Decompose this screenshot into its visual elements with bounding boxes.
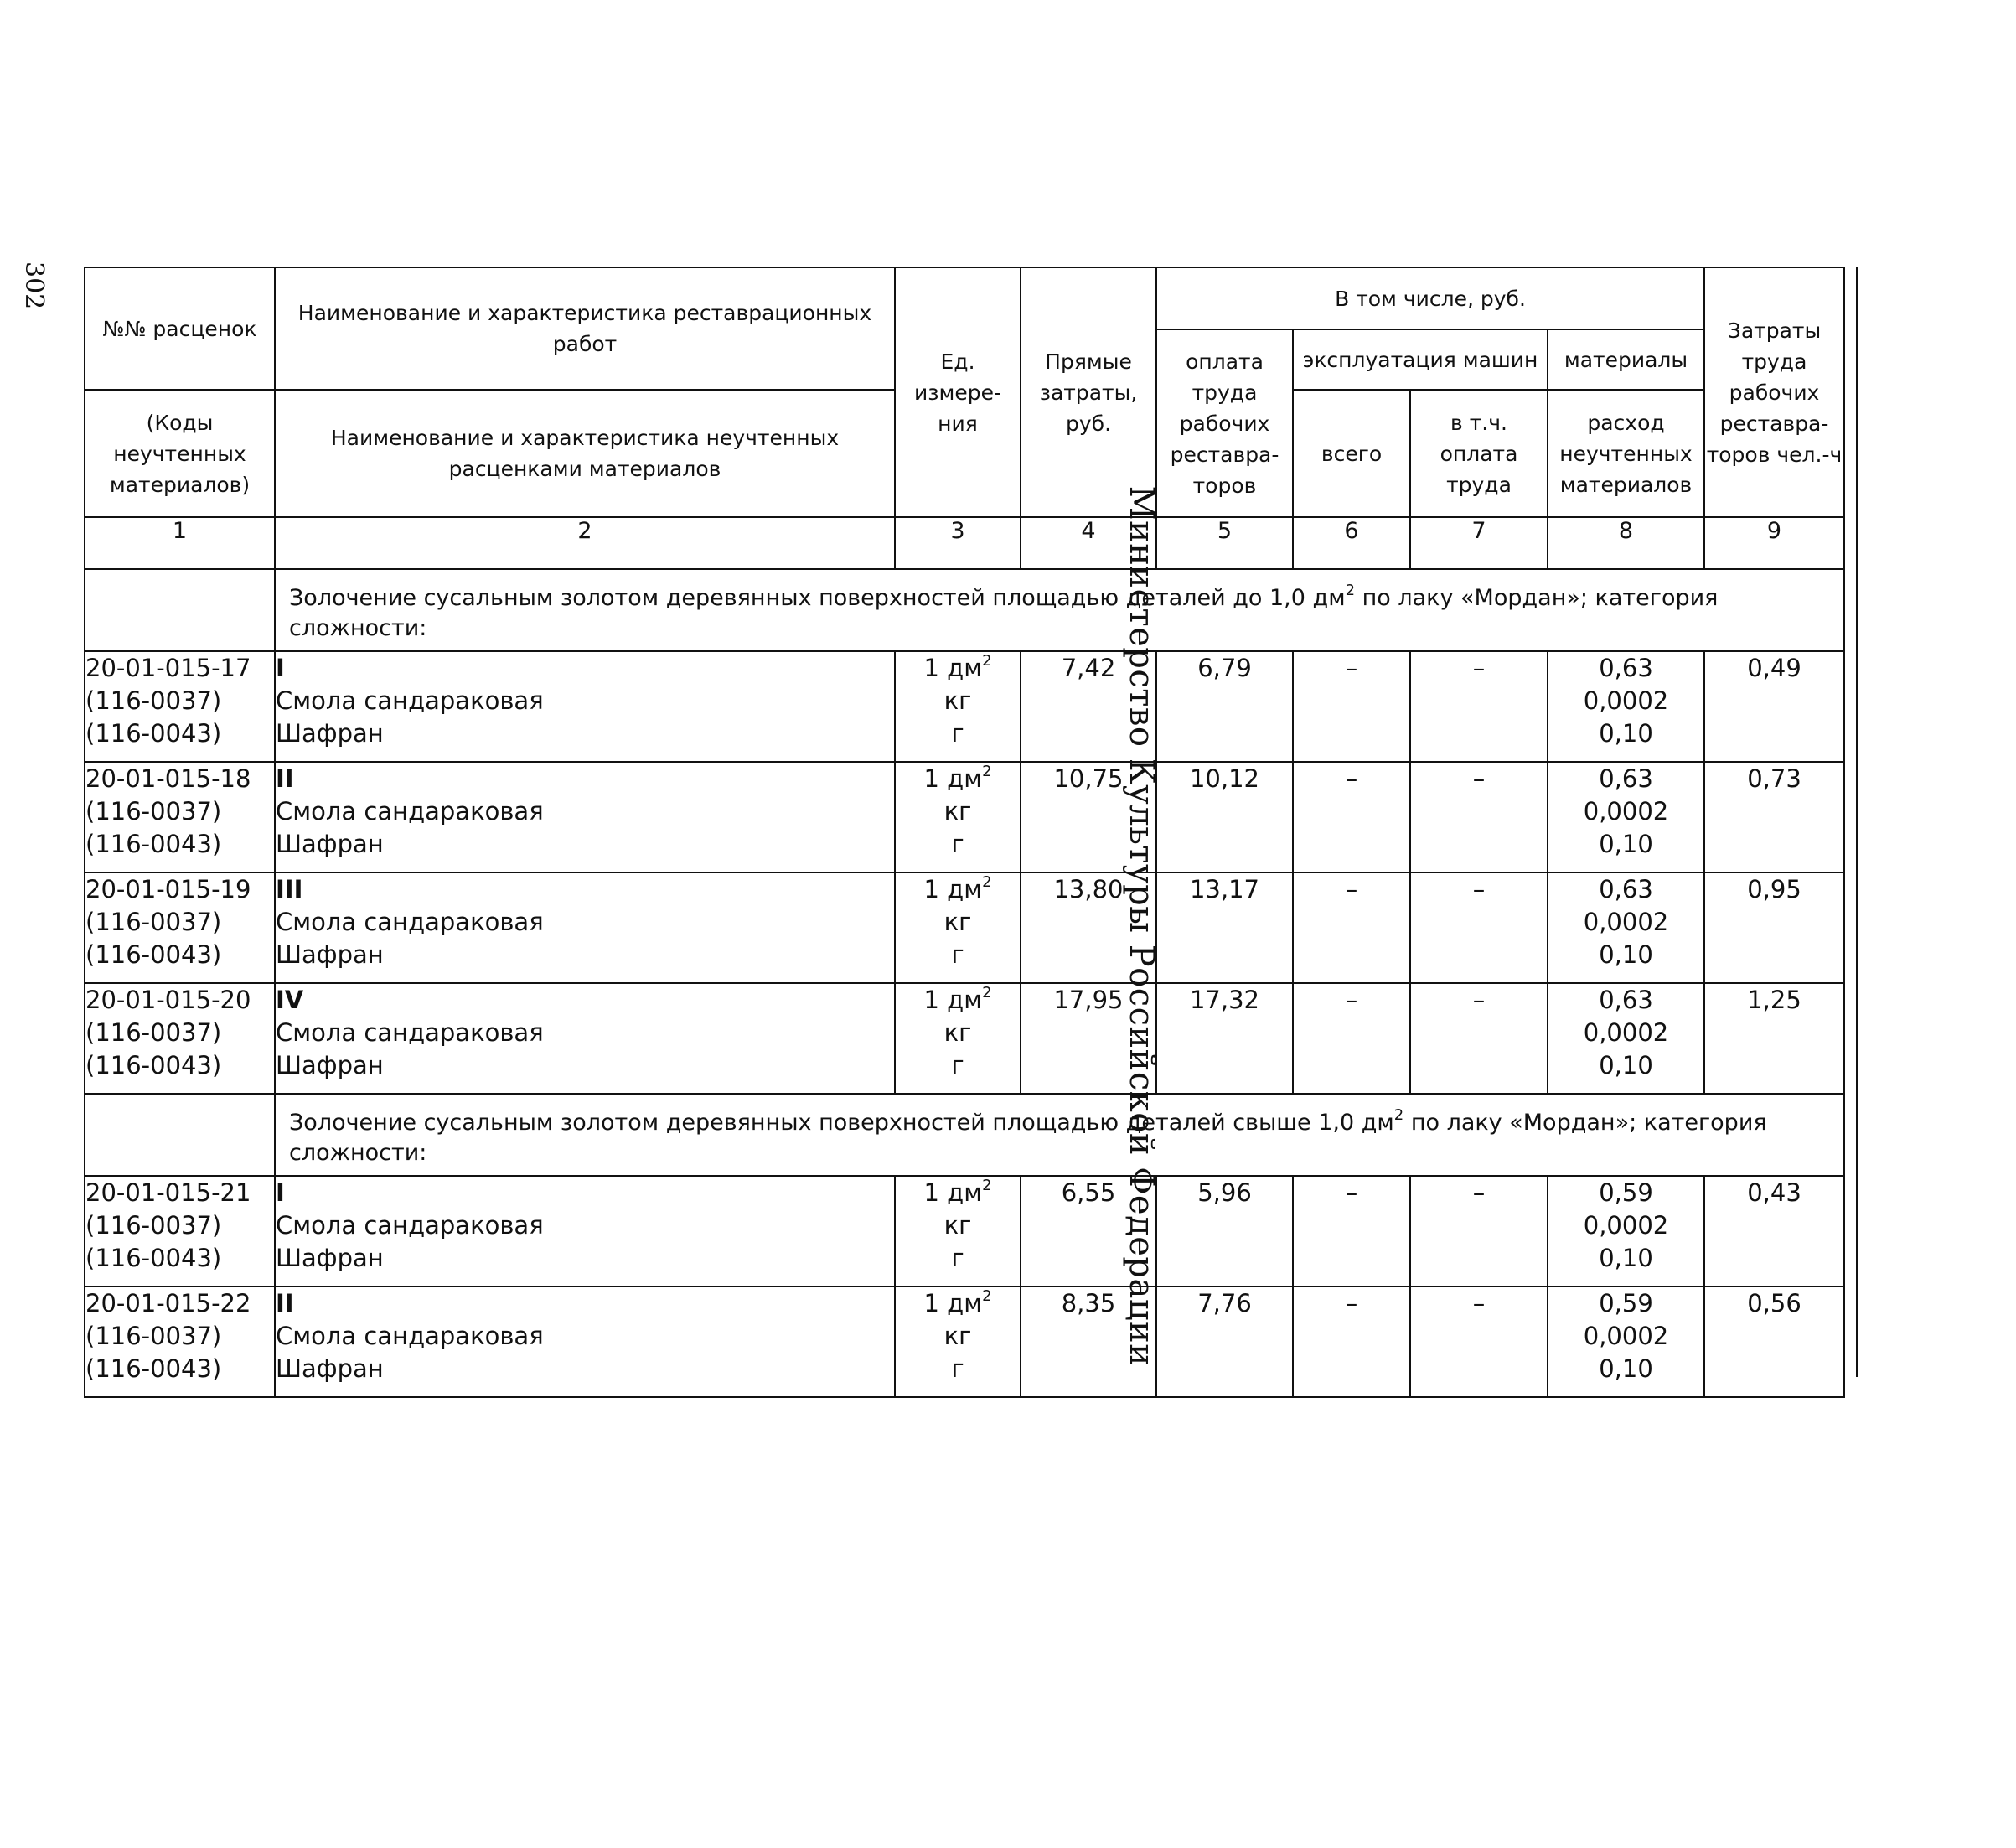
- table-row: [85, 1176, 1844, 1286]
- machines-total: –: [1345, 1178, 1358, 1207]
- header-material-names: Наименование и характеристика неучтенных расценками материалов: [275, 390, 895, 517]
- material-name: Смола сандараковая: [276, 1211, 544, 1240]
- column-number: 9: [1704, 517, 1844, 569]
- column-number: 6: [1293, 517, 1410, 569]
- unit: [896, 652, 1020, 685]
- rate-code-cell: [85, 651, 275, 762]
- rate-code: 20-01-015-22: [85, 1289, 251, 1317]
- materials-cell: [1548, 872, 1704, 983]
- labor-pay-cell: [1156, 983, 1293, 1094]
- material-code: (116-0043): [85, 1051, 222, 1079]
- material-code: (116-0043): [85, 1244, 222, 1272]
- material-code: (116-0037): [85, 1211, 222, 1240]
- material-unit: г: [951, 719, 964, 748]
- material-name: Шафран: [276, 940, 384, 969]
- materials-cost: 0,63: [1599, 764, 1653, 793]
- material-name: Шафран: [276, 1244, 384, 1272]
- section-title-text: Золочение сусальным золотом деревянных поверхностей площадью деталей до 1,0 дм: [289, 585, 1346, 611]
- material-unit: г: [951, 1354, 964, 1383]
- rate-code: 20-01-015-19: [85, 875, 251, 903]
- material-unit: г: [951, 1244, 964, 1272]
- labor-hours: 0,49: [1747, 654, 1801, 682]
- material-quantity: 0,10: [1599, 1354, 1653, 1383]
- machines-total: –: [1345, 654, 1358, 682]
- unit-superscript: 2: [982, 763, 992, 781]
- work-name-cell: [275, 762, 895, 872]
- labor-pay: 13,17: [1189, 875, 1260, 903]
- materials-cost: 0,59: [1599, 1178, 1653, 1207]
- machines-total-cell: [1293, 983, 1410, 1094]
- section-title-text-end: по лаку «Мордан»; категория сложности:: [289, 1110, 1767, 1166]
- labor-pay-cell: [1156, 1176, 1293, 1286]
- work-name-cell: [275, 1176, 895, 1286]
- machines-labor-cell: [1410, 762, 1548, 872]
- material-unit: г: [951, 1051, 964, 1079]
- unit-cell: [895, 651, 1021, 762]
- material-name: Смола сандараковая: [276, 686, 544, 715]
- rate-code-cell: [85, 762, 275, 872]
- machines-labor: –: [1472, 654, 1486, 682]
- machines-total-cell: [1293, 1176, 1410, 1286]
- header-labor-hours: Затраты труда рабочих реставра-торов чел.-ч: [1704, 267, 1844, 517]
- unit-cell: [895, 1176, 1021, 1286]
- material-quantity: 0,10: [1599, 1051, 1653, 1079]
- unit-superscript: 2: [982, 652, 992, 670]
- direct-costs-cell: [1021, 651, 1156, 762]
- material-quantity: 0,0002: [1583, 797, 1669, 826]
- material-name: Шафран: [276, 830, 384, 858]
- unit-superscript: 2: [982, 1287, 992, 1306]
- materials-cell: [1548, 762, 1704, 872]
- header-materials: материалы: [1548, 329, 1704, 390]
- direct-costs: 13,80: [1053, 875, 1124, 903]
- column-number: 8: [1548, 517, 1704, 569]
- materials-cell: [1548, 1176, 1704, 1286]
- unit: [896, 984, 1020, 1017]
- unit-text: 1 дм: [923, 764, 983, 793]
- material-code: (116-0037): [85, 1322, 222, 1350]
- material-code: (116-0037): [85, 908, 222, 936]
- material-name: Шафран: [276, 1354, 384, 1383]
- materials-cost: 0,63: [1599, 986, 1653, 1014]
- labor-pay: 6,79: [1197, 654, 1252, 682]
- complexity-category: II: [276, 764, 294, 793]
- side-rule: [1856, 267, 1858, 1377]
- section-empty-cell: [85, 569, 275, 651]
- rate-code: 20-01-015-17: [85, 654, 251, 682]
- section-title-text-end: по лаку «Мордан»; категория сложности:: [289, 585, 1719, 641]
- table-row: [85, 1286, 1844, 1397]
- section-title: [275, 1094, 1844, 1176]
- material-quantity: 0,0002: [1583, 1018, 1669, 1047]
- machines-labor-cell: [1410, 651, 1548, 762]
- header-direct-costs: Прямые затраты, руб.: [1021, 267, 1156, 517]
- section-title-superscript: 2: [1393, 1106, 1404, 1124]
- unit-cell: [895, 762, 1021, 872]
- material-unit: г: [951, 830, 964, 858]
- machines-total-cell: [1293, 1286, 1410, 1397]
- labor-pay: 10,12: [1189, 764, 1260, 793]
- labor-hours-cell: [1704, 983, 1844, 1094]
- machines-labor: –: [1472, 875, 1486, 903]
- page-number: 302: [19, 261, 49, 310]
- column-number: 4: [1021, 517, 1156, 569]
- labor-pay-cell: [1156, 762, 1293, 872]
- unit-cell: [895, 872, 1021, 983]
- direct-costs-cell: [1021, 1176, 1156, 1286]
- material-code: (116-0037): [85, 797, 222, 826]
- labor-hours-cell: [1704, 872, 1844, 983]
- labor-hours: 0,43: [1747, 1178, 1801, 1207]
- labor-hours-cell: [1704, 1286, 1844, 1397]
- table-row: [85, 983, 1844, 1094]
- section-empty-cell: [85, 1094, 275, 1176]
- unit-text: 1 дм: [923, 1289, 983, 1317]
- materials-cost: 0,63: [1599, 654, 1653, 682]
- material-unit: кг: [943, 686, 972, 715]
- material-name: Смола сандараковая: [276, 797, 544, 826]
- machines-total-cell: [1293, 762, 1410, 872]
- machines-total: –: [1345, 764, 1358, 793]
- complexity-category: II: [276, 1289, 294, 1317]
- material-quantity: 0,10: [1599, 940, 1653, 969]
- machines-total-cell: [1293, 872, 1410, 983]
- unit-superscript: 2: [982, 1177, 992, 1195]
- rate-code: 20-01-015-20: [85, 986, 251, 1014]
- material-code: (116-0043): [85, 719, 222, 748]
- machines-labor-cell: [1410, 1176, 1548, 1286]
- unit-cell: [895, 1286, 1021, 1397]
- unit-text: 1 дм: [923, 986, 983, 1014]
- rate-code-cell: [85, 1176, 275, 1286]
- material-quantity: 0,0002: [1583, 908, 1669, 936]
- work-name-cell: [275, 1286, 895, 1397]
- material-name: Шафран: [276, 1051, 384, 1079]
- unit-text: 1 дм: [923, 654, 983, 682]
- column-number: 2: [275, 517, 895, 569]
- section-title-text: Золочение сусальным золотом деревянных поверхностей площадью деталей свыше 1,0 дм: [289, 1110, 1394, 1136]
- column-number: 7: [1410, 517, 1548, 569]
- rate-code-cell: [85, 983, 275, 1094]
- header-machines-total: всего: [1293, 390, 1410, 517]
- column-number-row: [85, 517, 1844, 569]
- material-name: Смола сандараковая: [276, 1322, 544, 1350]
- labor-pay-cell: [1156, 651, 1293, 762]
- table-row: [85, 872, 1844, 983]
- materials-cost: 0,63: [1599, 875, 1653, 903]
- material-quantity: 0,10: [1599, 719, 1653, 748]
- side-header: Министерство Культуры Российской Федерации: [1122, 485, 1160, 1367]
- material-code: (116-0043): [85, 830, 222, 858]
- rate-code-cell: [85, 872, 275, 983]
- direct-costs-cell: [1021, 872, 1156, 983]
- material-quantity: 0,0002: [1583, 1211, 1669, 1240]
- labor-pay-cell: [1156, 872, 1293, 983]
- unit-text: 1 дм: [923, 875, 983, 903]
- material-name: Шафран: [276, 719, 384, 748]
- machines-total: –: [1345, 1289, 1358, 1317]
- header-labor-pay: оплата труда рабочих реставра-торов: [1156, 329, 1293, 517]
- direct-costs-cell: [1021, 1286, 1156, 1397]
- header-materials-consumption: расход неучтенных материалов: [1548, 390, 1704, 517]
- complexity-category: I: [276, 1178, 285, 1207]
- direct-costs: 17,95: [1053, 986, 1124, 1014]
- labor-hours-cell: [1704, 762, 1844, 872]
- material-unit: кг: [943, 1322, 972, 1350]
- machines-total: –: [1345, 986, 1358, 1014]
- material-quantity: 0,10: [1599, 830, 1653, 858]
- unit-cell: [895, 983, 1021, 1094]
- machines-total-cell: [1293, 651, 1410, 762]
- labor-pay-cell: [1156, 1286, 1293, 1397]
- unit: [896, 873, 1020, 906]
- machines-labor: –: [1472, 986, 1486, 1014]
- labor-hours: 1,25: [1747, 986, 1801, 1014]
- labor-pay: 7,76: [1197, 1289, 1252, 1317]
- complexity-category: IV: [276, 986, 304, 1014]
- direct-costs: 7,42: [1061, 654, 1116, 682]
- materials-cell: [1548, 1286, 1704, 1397]
- machines-labor: –: [1472, 1289, 1486, 1317]
- material-quantity: 0,0002: [1583, 1322, 1669, 1350]
- labor-hours: 0,56: [1747, 1289, 1801, 1317]
- rate-code: 20-01-015-21: [85, 1178, 251, 1207]
- labor-hours-cell: [1704, 1176, 1844, 1286]
- material-unit: кг: [943, 908, 972, 936]
- section-title-superscript: 2: [1345, 582, 1356, 599]
- labor-hours: 0,73: [1747, 764, 1801, 793]
- unit-superscript: 2: [982, 873, 992, 892]
- material-code: (116-0037): [85, 686, 222, 715]
- section-header-row: [85, 569, 1844, 651]
- material-code: (116-0043): [85, 940, 222, 969]
- materials-cost: 0,59: [1599, 1289, 1653, 1317]
- material-quantity: 0,0002: [1583, 686, 1669, 715]
- header-work-name: Наименование и характеристика реставрационных работ: [275, 267, 895, 390]
- labor-pay: 5,96: [1197, 1178, 1252, 1207]
- column-number: 1: [85, 517, 275, 569]
- section-header-row: [85, 1094, 1844, 1176]
- labor-hours-cell: [1704, 651, 1844, 762]
- header-row-1: [85, 267, 1844, 329]
- machines-labor-cell: [1410, 872, 1548, 983]
- material-code: (116-0037): [85, 1018, 222, 1047]
- header-rate-number: №№ расценок: [85, 267, 275, 390]
- unit-superscript: 2: [982, 984, 992, 1002]
- rate-code: 20-01-015-18: [85, 764, 251, 793]
- unit: [896, 1177, 1020, 1209]
- complexity-category: III: [276, 875, 303, 903]
- direct-costs-cell: [1021, 762, 1156, 872]
- complexity-category: I: [276, 654, 285, 682]
- machines-labor-cell: [1410, 983, 1548, 1094]
- table-row: [85, 651, 1844, 762]
- column-number: 5: [1156, 517, 1293, 569]
- direct-costs: 8,35: [1061, 1289, 1116, 1317]
- labor-hours: 0,95: [1747, 875, 1801, 903]
- material-unit: г: [951, 940, 964, 969]
- material-unit: кг: [943, 797, 972, 826]
- material-unit: кг: [943, 1211, 972, 1240]
- unit-text: 1 дм: [923, 1178, 983, 1207]
- machines-total: –: [1345, 875, 1358, 903]
- material-unit: кг: [943, 1018, 972, 1047]
- header-machines: эксплуатация машин: [1293, 329, 1548, 390]
- material-quantity: 0,10: [1599, 1244, 1653, 1272]
- section-title: [275, 569, 1844, 651]
- material-name: Смола сандараковая: [276, 1018, 544, 1047]
- table-row: [85, 762, 1844, 872]
- header-material-codes: (Коды неучтенных материалов): [85, 390, 275, 517]
- machines-labor-cell: [1410, 1286, 1548, 1397]
- machines-labor: –: [1472, 1178, 1486, 1207]
- direct-costs: 6,55: [1061, 1178, 1116, 1207]
- materials-cell: [1548, 651, 1704, 762]
- machines-labor: –: [1472, 764, 1486, 793]
- header-unit: Ед. измере-ния: [895, 267, 1021, 517]
- unit: [896, 763, 1020, 795]
- rate-code-cell: [85, 1286, 275, 1397]
- header-including-group: В том числе, руб.: [1156, 267, 1704, 329]
- materials-cell: [1548, 983, 1704, 1094]
- direct-costs: 10,75: [1053, 764, 1124, 793]
- direct-costs-cell: [1021, 983, 1156, 1094]
- work-name-cell: [275, 872, 895, 983]
- work-name-cell: [275, 651, 895, 762]
- material-code: (116-0043): [85, 1354, 222, 1383]
- rates-table: [84, 267, 1845, 1398]
- work-name-cell: [275, 983, 895, 1094]
- labor-pay: 17,32: [1189, 986, 1260, 1014]
- header-machines-labor: в т.ч. оплата труда: [1410, 390, 1548, 517]
- column-number: 3: [895, 517, 1021, 569]
- unit: [896, 1287, 1020, 1320]
- material-name: Смола сандараковая: [276, 908, 544, 936]
